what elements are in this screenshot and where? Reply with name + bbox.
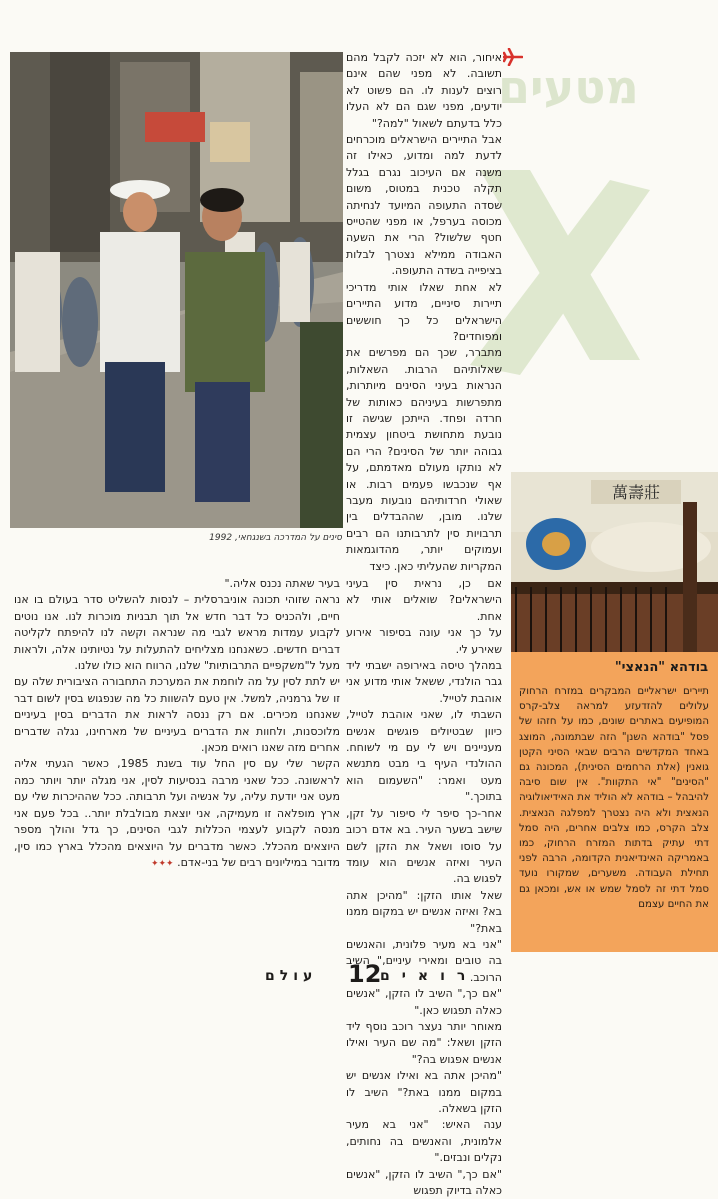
paragraph: נראה שזוהי תכונה אוניברסלית – לנסות להשליט סדר בעולם בו אנו חיים, ולהכניס כל דבר חדש אל תוך תבניות מוכרות לנו. אנו נוטים לקבוע עמדות מראש לגבי מה שנראה וקשה לנו להיפתח לקליטה דברים חדשים. כשאנחנו מצליחים להתעלות על נטיותינו אלה, ולראות מעל ל"משקפיים התרבותיות" שלנו, הרווח הוא כולו שלנו. <box>14 593 340 673</box>
article-column-top <box>346 50 502 575</box>
sidebar-text: תיירים ישראליים המבקרים במזרח הרחוק עלולים להזדעזע למראה צלב-קרס המופיעים באתרים שונים, כמו על חזהו של פסל "בודהא השנן" הזה שבתמונה, המוצג באחד המקדשים הרבים שבאי הסיני הקטן גואנין (אלת הרחמים הסינית), המכונה גם "הסינים" "אי התקוות". אין שום סיבה להיבהל – בודהא לא הוליד את האידיאולוגיה הנאצית ולא היה נצטרך למפלגה הנאצית. צלב הקרס, כמו צלבים אחרים, היה סמל דתי עתיק בדתות המזרח הרחוק, כמו באמריקה האינדיאנית הקדומה, הרבה לפני תחילת העבודה. משערים, שמקורו נועד סמל דתי זה לסמל שמש או אש, ומכאן גם את החיים עצמם <box>519 686 709 910</box>
paragraph: "מהיכן אתה בא ואילו אנשים יש במקום ממנו באת?" השיב לו הזקן בשאלה. <box>346 1069 502 1115</box>
footer-word-right: רואים <box>380 968 478 984</box>
paragraph: "אני בא מעיר פלונית, והאנשים בה טובים ומאירי עיניים," השיב הרוכב. <box>346 937 502 984</box>
paragraph: בעיר שאתה נכנס אליה." <box>224 577 340 590</box>
article-column-bottom-left <box>14 576 340 872</box>
end-of-article-mark: ✦✦✦ <box>150 858 174 869</box>
paragraph: שאל אותו הזקן: "מהיכן אתה בא? ואיזה אנשים יש במקום ממנו באת?" <box>346 888 502 935</box>
paragraph: יש לתת לסין על מה לוחמת את המערכת התחבורה הציבורית שלה עם זו של גרמניה, למשל. אין טעם להשוות כל מה שנפגוש בסין לשום דבר שאנחנו מכירים. אם רק ננסה לראות את הדברים בסין בעיניים מלוכסנות, ולחוות את הדברים בעיניים של מארחינו, נגלה שדברים אחרים מזה שאנו רואים מכאן. <box>14 675 340 755</box>
page-footer <box>0 958 718 998</box>
paragraph: מתברר, שכך הם מפרשים את שאלותיהם הרבות. השאלות, הנראות בעיני הסינים מיותרות, מתפרשות בעיניהם כאותות של חרדה ופחד. הייתכן שגישה זו נובעת מתחושת ביטחון עצמית גבוהה יותר של הסינים? הרי הם לא נותקו מעולם מאדמתם, על אף שנכבשו פעמים רבות. או שאולי חרדותיהם נובעות מעבר שלנו. מובן, שההבדלים בין תרבויות סין לתרבותנו הם רבים ועמוקים יותר, מהדוגמאות המקריות שהעליתי כאן. כיצד <box>346 346 502 573</box>
page-number: 12 <box>348 960 382 988</box>
paragraph: השבתי לו, שאני אוהבת לטייל, כיוון שבטיולים פוגשים אנשים מעניינים ויש לי עם מי לשוחח. ההולנדי העיף בי מבט מתנשא מעט ואמר: "השעמום הוא בתוכך." <box>346 708 502 804</box>
airplane-icon <box>503 48 523 66</box>
sidebar-box <box>511 652 718 952</box>
photo-caption: סינים על המדרכה בשנגחאי, 1992 <box>209 533 342 543</box>
paragraph: "אם כך," השיב לו הזקן, "אנשים כאלה בדיוק תפגוש <box>346 1167 502 1198</box>
paragraph: "אם כך," השיב לו הזקן, "אנשים כאלה תפגוש כאן." <box>346 987 502 1017</box>
paragraph: מאוחר יותר נעצר רוכב נוסף ליד הזקן ושאל: "מה שם העיר ואילו אנשים אפגוש בה?" <box>346 1019 502 1066</box>
footer-word-left: עולם <box>265 968 318 984</box>
paragraph: איחור, הוא לא יזכה לקבל מהם תשובה. לא מפני שהם אינם רוצים לענות לו. הם פשוט לא יודעים, מפני שגם הם לא העלו כלל בדעתם לשאול "למה?" <box>346 51 502 130</box>
paragraph: לא אחת שאלו אותי מדריכי תיירות סיניים, מדוע התיירים הישראלים כל כך חוששים ומפוחדים? <box>346 280 502 343</box>
paragraph: אם כן, נראית סין בעיני הישראלים? שואלים אותי לא אחת. <box>346 577 502 623</box>
paragraph: על כך אני עונה בסיפור אירוע שאירע לי. <box>346 626 502 656</box>
paragraph <box>14 756 340 872</box>
article-column-bottom-middle <box>346 576 502 1199</box>
paragraph-text: הקשר שלי עם סין החל עוד בשנת 1985, כאשר הגעתי אליה לראשונה. ככל שאני מרבה בנסיעות לסין, אני מגלה יותר ויותר כמה מעט אני יודעת עליה, על אנשיה ועל תרבותה. ככל שההיכרות שלי עם ארץ מופלאה זו מעמיקה, אני יוצאת מבולבלת יותר.. בכל פעם אני מנסה לקבוע לעצמי הכללות לגבי הסינים, כך גדל והולך מספר היוצאים מהכלל. כאשר מדברים על היוצאים מהכלל בארץ כמו סין, מדובר במיליונים רבים של בני-אדם. <box>14 757 340 869</box>
paragraph: אבל התיירים הישראלים מוכרחים לדעת למה ומדוע, כאילו זה משנה אם העיכוב נגרם בגלל תקלה טכנית במטוס, משום שסדה התעופה המיועד לנחיתה מכוסה בערפל, או מפני שהטייס חטף שלשול? הרי את השעה האבודה ממילא נצטרך לבלות בציפייה בשדה התעופה. <box>346 133 502 278</box>
paragraph: אחר-כך סיפר לי סיפור על זקן, שישב בשער העיר. בא אדם רכוב על סוסו ושאל את הזקן לשם העיר ואיזה אנשים הוא עומד לפגוש בה. <box>346 806 502 886</box>
shanghai-street-photo <box>10 52 343 528</box>
paragraph: במהלך טיסה באירופה ישבתי ליד גבר הולנדי, ששאל אותי מדוע אני אוהבת לטייל. <box>346 659 502 705</box>
temple-sign: 萬壽莊 <box>611 483 661 502</box>
sidebar-title: בודהא "הנאצי" <box>614 660 708 675</box>
buddha-temple-photo <box>511 472 718 652</box>
paragraph: ענה האיש: "אני בא מעיר אלמונית, והאנשים בה נחותים, נקלים ונבזים." <box>346 1118 502 1165</box>
background-heading: מטעים <box>498 60 639 114</box>
